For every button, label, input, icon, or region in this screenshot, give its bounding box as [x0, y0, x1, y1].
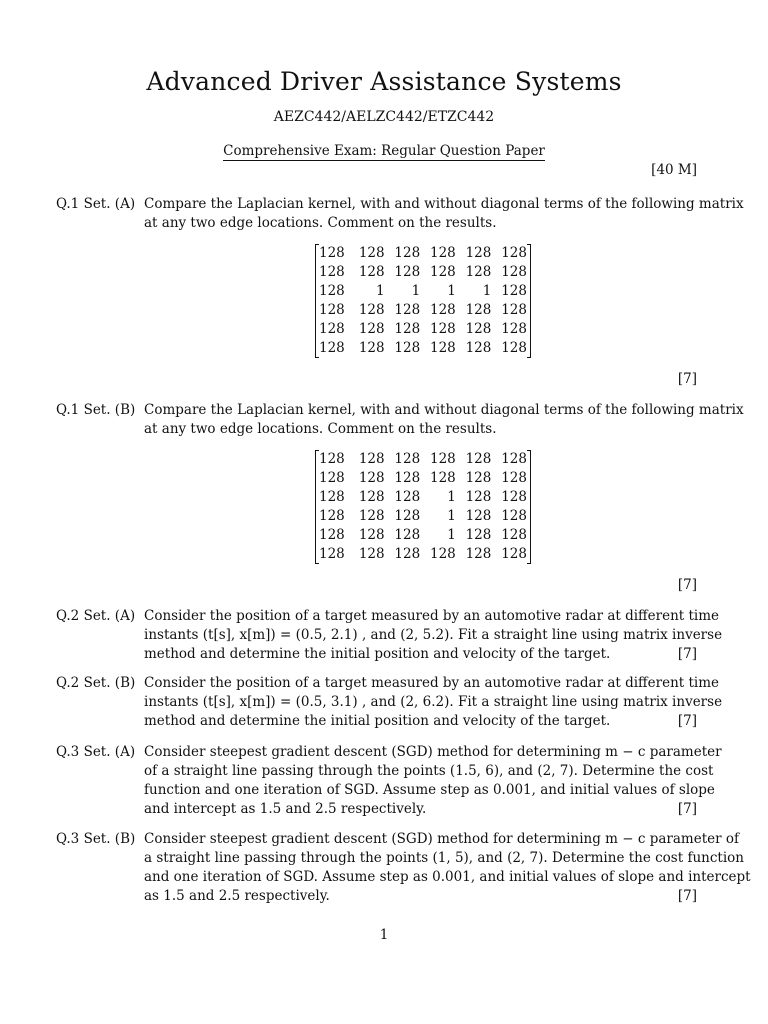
matrix-cell: 128 [430, 302, 456, 318]
page-title: Advanced Driver Assistance Systems [146, 67, 622, 96]
question-label: Q.3 Set. (B) [56, 831, 136, 847]
question-text-line: instants (t[s], x[m]) = (0.5, 3.1) , and (2, 6.2). Fit a straight line using matrix inverse [144, 694, 723, 710]
question-text-line: Consider steepest gradient descent (SGD) method for determining m − c parameter [144, 744, 722, 760]
matrix-cell: 1 [447, 508, 456, 524]
matrix-cell: 128 [465, 451, 492, 467]
matrix-cell: 128 [319, 264, 345, 280]
matrix-cell: 128 [319, 489, 345, 505]
matrix-cell: 128 [319, 508, 345, 524]
question-marks: [7] [677, 713, 697, 729]
matrix-cell: 128 [501, 508, 527, 524]
question-text-line: at any two edge locations. Comment on the results. [144, 421, 497, 437]
matrix-q1-set-a [315, 244, 531, 358]
matrix-cell: 128 [465, 340, 492, 356]
matrix-cell: 1 [411, 283, 421, 299]
matrix-cell: 128 [430, 340, 456, 356]
question-text: as 1.5 and 2.5 respectively. [144, 888, 330, 904]
question-text-line: Consider the position of a target measured by an automotive radar at different time [144, 608, 720, 624]
matrix-cell: 128 [465, 546, 492, 562]
exam-subtitle-text: Comprehensive Exam: Regular Question Paper [223, 143, 545, 159]
matrix-cell: 1 [447, 489, 456, 505]
matrix-cell: 128 [501, 451, 527, 467]
matrix-q1-set-b [315, 450, 531, 564]
question-text: and intercept as 1.5 and 2.5 respectively. [144, 801, 427, 817]
matrix-cell: 128 [394, 321, 421, 337]
matrix-cell: 128 [358, 489, 385, 505]
question-text-line: Compare the Laplacian kernel, with and without diagonal terms of the following matrix [144, 402, 744, 418]
question-marks: [7] [677, 577, 697, 593]
question-marks: [7] [677, 888, 697, 904]
question-label: Q.2 Set. (B) [56, 675, 136, 691]
question-label: Q.1 Set. (A) [56, 196, 136, 212]
question-text-line-with-marks [144, 645, 697, 664]
matrix-cell: 128 [465, 302, 492, 318]
matrix-cell: 128 [358, 264, 385, 280]
matrix-cell: 128 [501, 527, 527, 543]
matrix-cell: 128 [358, 340, 385, 356]
matrix-cell: 128 [430, 321, 456, 337]
question-text-line: instants (t[s], x[m]) = (0.5, 2.1) , and (2, 5.2). Fit a straight line using matrix inverse [144, 627, 723, 643]
question-text-line: at any two edge locations. Comment on the results. [144, 215, 497, 231]
question-text-line: function and one iteration of SGD. Assume step as 0.001, and initial values of slope [144, 782, 715, 798]
matrix-cell: 128 [430, 264, 456, 280]
page-number: 1 [379, 927, 389, 943]
question-marks: [7] [677, 371, 697, 387]
matrix-cell: 128 [394, 546, 421, 562]
course-code: AEZC442/AELZC442/ETZC442 [273, 109, 495, 125]
question-label: Q.2 Set. (A) [56, 608, 136, 624]
matrix-cell: 128 [501, 264, 527, 280]
matrix-cell: 128 [465, 527, 492, 543]
matrix-cell: 128 [430, 470, 456, 486]
matrix-cell: 128 [319, 302, 345, 318]
matrix-cell: 128 [358, 302, 385, 318]
matrix-cell: 128 [430, 245, 456, 261]
matrix-row [319, 450, 527, 469]
matrix-row [319, 488, 527, 507]
matrix-row [319, 282, 527, 301]
question-text-line: Consider steepest gradient descent (SGD) method for determining m − c parameter of [144, 831, 739, 847]
matrix-cell: 128 [430, 546, 456, 562]
matrix-cell: 128 [319, 340, 345, 356]
matrix-cell: 128 [501, 245, 527, 261]
question-text-line: Consider the position of a target measured by an automotive radar at different time [144, 675, 720, 691]
matrix-cell: 128 [319, 245, 345, 261]
total-marks: [40 M] [651, 162, 697, 178]
matrix-cell: 128 [319, 527, 345, 543]
matrix-cell: 128 [358, 470, 385, 486]
matrix-cell: 128 [501, 340, 527, 356]
matrix-cell: 128 [394, 302, 421, 318]
question-text-line: of a straight line passing through the points (1.5, 6), and (2, 7). Determine the cost [144, 763, 714, 779]
matrix-cell: 128 [501, 283, 527, 299]
matrix-cell: 128 [358, 546, 385, 562]
matrix-cell: 128 [394, 508, 421, 524]
matrix-cell: 1 [482, 283, 492, 299]
question-q1-set-b [56, 401, 744, 439]
question-text: method and determine the initial position and velocity of the target. [144, 646, 611, 662]
matrix-row [319, 339, 527, 358]
matrix-cell: 128 [501, 470, 527, 486]
matrix-cell: 128 [358, 451, 385, 467]
matrix-cell: 128 [358, 245, 385, 261]
question-q1-set-a [56, 195, 744, 233]
question-label: Q.1 Set. (B) [56, 402, 136, 418]
matrix-cell: 128 [319, 546, 345, 562]
matrix-cell: 128 [319, 451, 345, 467]
matrix-cell: 128 [465, 245, 492, 261]
matrix-cell: 128 [394, 489, 421, 505]
question-q3-set-b [56, 830, 751, 906]
matrix-cell: 1 [376, 283, 385, 299]
matrix-row [319, 263, 527, 282]
matrix-row [319, 301, 527, 320]
matrix-row [319, 469, 527, 488]
exam-subtitle [0, 142, 768, 161]
matrix-cell: 128 [394, 527, 421, 543]
question-text-line: a straight line passing through the points (1, 5), and (2, 7). Determine the cost function [144, 850, 744, 866]
question-text: method and determine the initial position and velocity of the target. [144, 713, 611, 729]
matrix-cell: 128 [394, 451, 421, 467]
matrix-cell: 128 [501, 546, 527, 562]
matrix-cell: 128 [358, 527, 385, 543]
matrix-row [319, 244, 527, 263]
matrix-cell: 128 [358, 321, 385, 337]
question-text-line-with-marks [144, 712, 697, 731]
matrix-cell: 128 [319, 470, 345, 486]
question-text-line-with-marks [144, 800, 697, 819]
matrix-row [319, 545, 527, 564]
question-text-line: and one iteration of SGD. Assume step as 0.001, and initial values of slope and intercept [144, 869, 751, 885]
matrix-cell: 128 [465, 489, 492, 505]
question-q2-set-b [56, 674, 723, 731]
matrix-cell: 128 [501, 321, 527, 337]
matrix-cell: 128 [430, 451, 456, 467]
question-label: Q.3 Set. (A) [56, 744, 136, 760]
question-q2-set-a [56, 607, 723, 664]
matrix-cell: 1 [447, 283, 456, 299]
matrix-cell: 128 [394, 340, 421, 356]
question-q3-set-a [56, 743, 722, 819]
question-text-line: Compare the Laplacian kernel, with and without diagonal terms of the following matrix [144, 196, 744, 212]
matrix-cell: 128 [501, 489, 527, 505]
matrix-row [319, 526, 527, 545]
matrix-cell: 128 [394, 245, 421, 261]
question-text-line-with-marks [144, 887, 697, 906]
matrix-cell: 128 [319, 321, 345, 337]
matrix-cell: 128 [465, 321, 492, 337]
matrix-cell: 1 [447, 527, 456, 543]
question-marks: [7] [677, 801, 697, 817]
matrix-cell: 128 [465, 508, 492, 524]
matrix-cell: 128 [465, 470, 492, 486]
matrix-row [319, 507, 527, 526]
matrix-cell: 128 [394, 264, 421, 280]
matrix-row [319, 320, 527, 339]
matrix-cell: 128 [319, 283, 345, 299]
matrix-cell: 128 [465, 264, 492, 280]
matrix-cell: 128 [501, 302, 527, 318]
matrix-cell: 128 [358, 508, 385, 524]
question-marks: [7] [677, 646, 697, 662]
matrix-cell: 128 [394, 470, 421, 486]
